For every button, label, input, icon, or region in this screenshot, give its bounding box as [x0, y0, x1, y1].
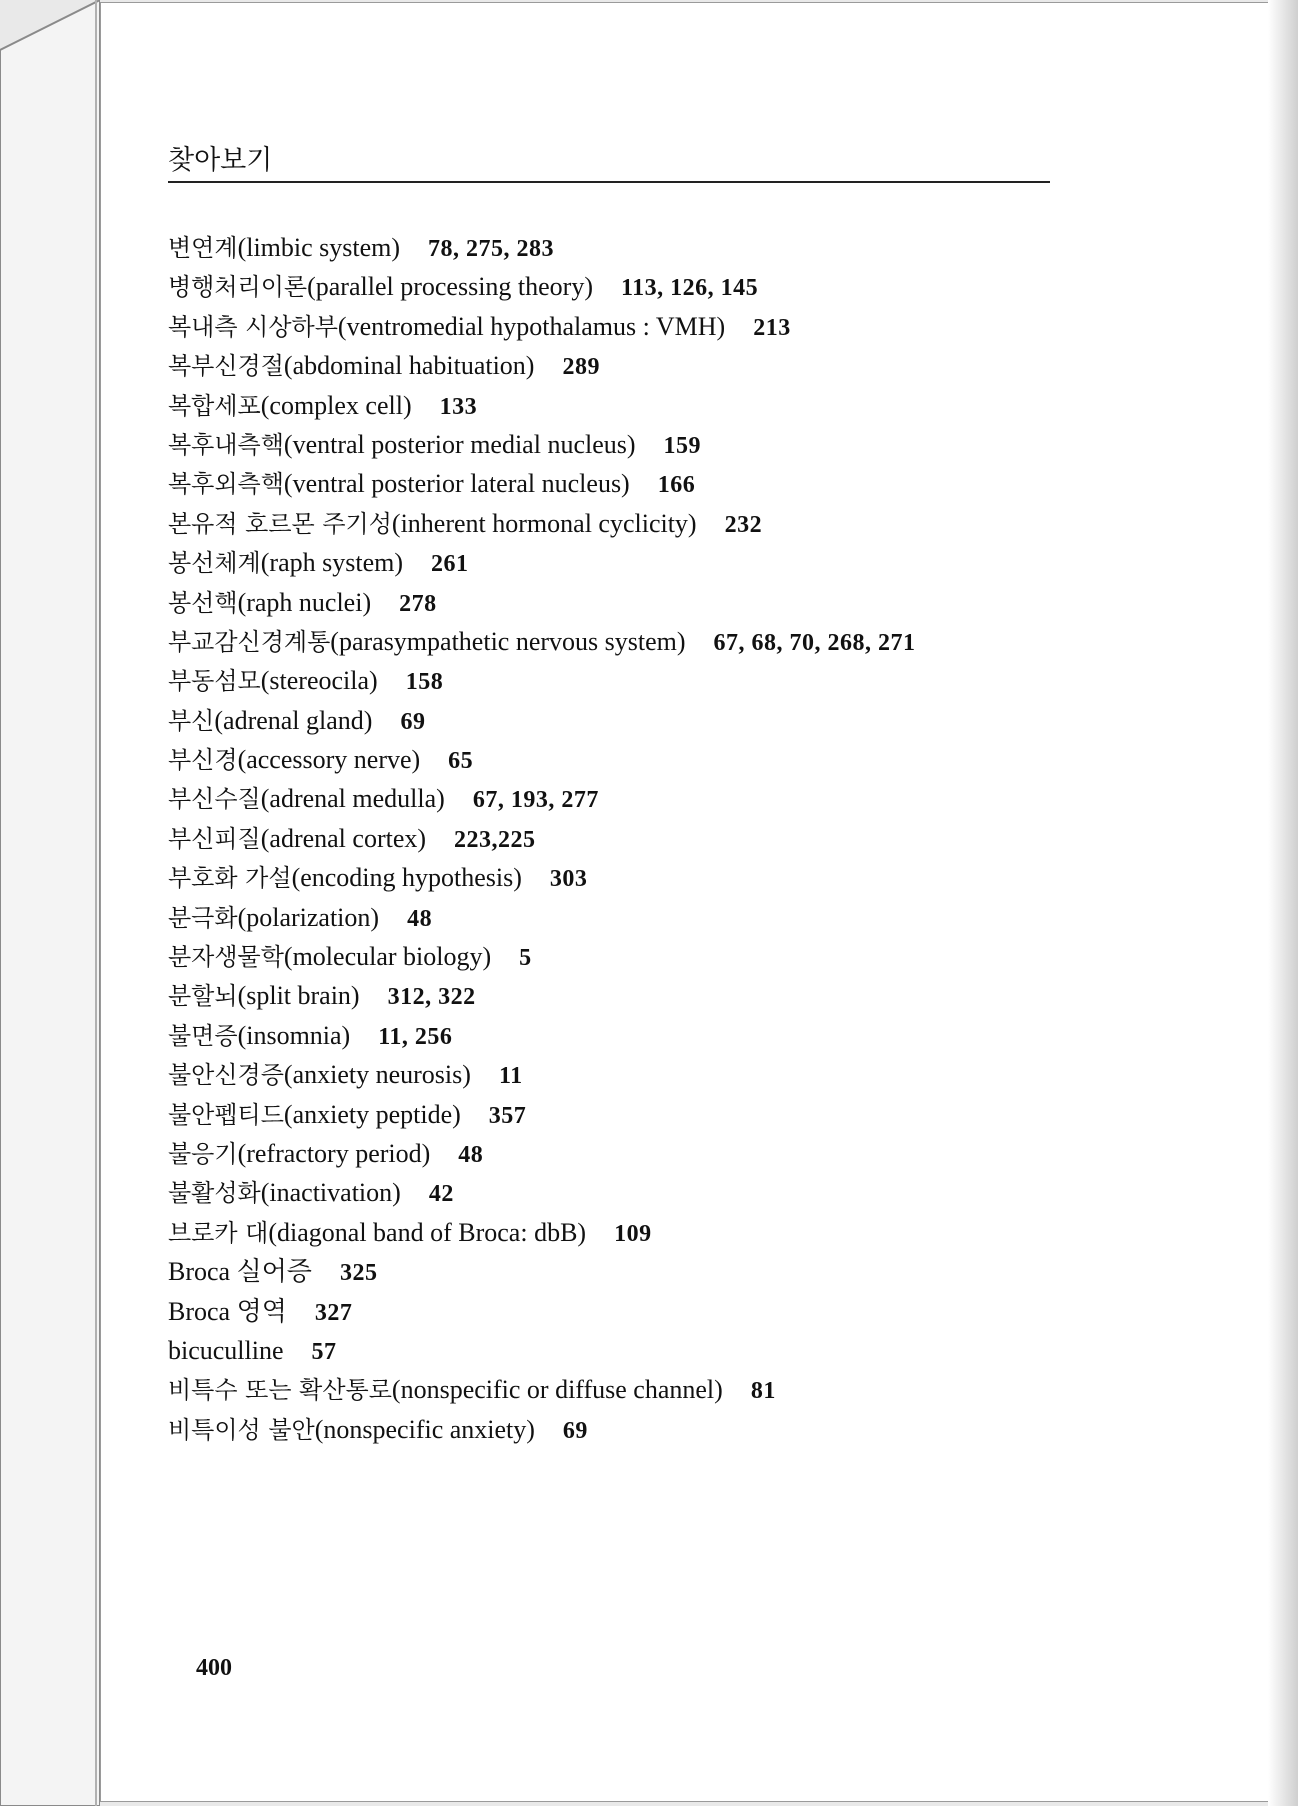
- entry-korean-term: 복후내측핵: [168, 430, 284, 459]
- entry-page-refs: 133: [439, 393, 478, 420]
- entry-page-refs: 325: [339, 1260, 378, 1287]
- entry-english-term: (ventral posterior lateral nucleus): [283, 469, 630, 499]
- entry-korean-term: 불활성화: [168, 1179, 261, 1208]
- index-entry: [168, 1134, 1168, 1173]
- entry-korean-term: 분극화: [168, 903, 238, 932]
- entry-page-refs: 158: [405, 669, 444, 696]
- entry-page-refs: 289: [562, 354, 600, 381]
- entry-page-refs: 303: [549, 866, 588, 893]
- index-entry: [168, 622, 1168, 661]
- index-entry: [168, 1292, 1168, 1331]
- index-entry: [168, 464, 1168, 503]
- entry-english-term: (diagonal band of Broca: dbB): [268, 1217, 587, 1247]
- entry-english-term: (polarization): [237, 902, 380, 932]
- index-entry: [168, 386, 1168, 425]
- index-entry: [168, 425, 1168, 464]
- entry-page-refs: 357: [488, 1102, 527, 1129]
- entry-page-refs: 166: [657, 472, 696, 499]
- index-entry: [168, 543, 1168, 582]
- entry-page-refs: 78, 275, 283: [428, 236, 555, 262]
- entry-english-term: (parallel processing theory): [307, 272, 593, 302]
- entry-page-refs: 11: [498, 1063, 523, 1090]
- entry-korean-term: 분할뇌: [168, 982, 238, 1011]
- entry-korean-term: 복후외측핵: [168, 470, 284, 499]
- entry-english-term: (parasympathetic nervous system): [330, 626, 686, 656]
- entry-korean-term: 불안펩티드: [168, 1100, 284, 1129]
- entry-page-refs: 67, 193, 277: [472, 787, 599, 814]
- index-entry: [168, 307, 1168, 346]
- index-entry: [168, 819, 1168, 858]
- entry-page-refs: 232: [724, 511, 763, 538]
- entry-korean-term: 불안신경증: [168, 1061, 284, 1090]
- entry-page-refs: 11, 256: [378, 1023, 453, 1050]
- index-entry: [168, 1252, 1168, 1291]
- section-title: 찾아보기: [168, 145, 273, 176]
- page-edge-shadow: [1268, 0, 1298, 1806]
- index-entry: [168, 976, 1168, 1015]
- index-entry: [168, 1213, 1168, 1252]
- entry-page-refs: 159: [663, 432, 702, 459]
- entry-korean-term: 부신피질: [168, 824, 261, 853]
- entry-english-term: (encoding hypothesis): [291, 863, 522, 893]
- entry-english-term: (stereocila): [260, 666, 378, 696]
- entry-korean-term: 본유적 호르몬 주기성: [168, 509, 392, 538]
- entry-korean-term: 부동섬모: [168, 667, 261, 696]
- entry-english-term: (raph nuclei): [237, 587, 372, 617]
- entry-page-refs: 109: [614, 1220, 652, 1247]
- entry-korean-term: 불면증: [168, 1021, 238, 1050]
- index-entry: [168, 740, 1168, 779]
- index-entry: [168, 701, 1168, 740]
- index-entry: [168, 1016, 1168, 1055]
- entry-english-term: (split brain): [237, 981, 360, 1011]
- index-entry: [168, 583, 1168, 622]
- entry-page-refs: 213: [753, 314, 791, 341]
- entry-page-refs: 48: [407, 905, 433, 932]
- entry-korean-term: 부신: [168, 706, 215, 735]
- entry-english-term: (raph system): [260, 548, 403, 578]
- entry-english-term: (insomnia): [237, 1020, 351, 1050]
- entry-english-term: (complex cell): [260, 390, 412, 420]
- entry-english-term: (adrenal cortex): [260, 823, 427, 853]
- index-entry: [168, 1095, 1168, 1134]
- entry-english-term: (nonspecific or diffuse channel): [391, 1375, 723, 1405]
- entry-korean-term: 브로카 대: [168, 1218, 269, 1247]
- index-entry: [168, 937, 1168, 976]
- entry-korean-term: 불응기: [168, 1139, 238, 1168]
- entry-page-refs: 113, 126, 145: [621, 275, 759, 302]
- entry-korean-term: 복부신경절: [168, 352, 284, 381]
- entry-page-refs: 261: [431, 551, 469, 578]
- entry-page-refs: 65: [448, 748, 474, 775]
- entry-page-refs: 69: [400, 708, 426, 735]
- entry-page-refs: 223,225: [454, 826, 536, 853]
- entry-page-refs: 81: [750, 1378, 776, 1405]
- entry-page-refs: 57: [311, 1338, 337, 1365]
- index-entry: [168, 346, 1168, 385]
- entry-page-refs: 312, 322: [387, 984, 476, 1011]
- entry-page-refs: 42: [428, 1181, 454, 1208]
- entry-page-refs: 69: [562, 1417, 588, 1444]
- entry-page-refs: 67, 68, 70, 268, 271: [713, 629, 916, 656]
- entry-english-term: (anxiety neurosis): [283, 1060, 471, 1090]
- title-rule: [168, 181, 1050, 183]
- entry-korean-term: 복내측 시상하부: [168, 312, 338, 341]
- entry-page-refs: 48: [458, 1141, 484, 1168]
- index-entry: [168, 779, 1168, 818]
- index-entry: [168, 1331, 1168, 1370]
- entry-english-term: (limbic system): [237, 233, 401, 262]
- entry-korean-term: 병행처리이론: [168, 273, 308, 302]
- entry-korean-term: 부호화 가설: [168, 864, 292, 893]
- index-entry: [168, 267, 1168, 306]
- entry-korean-term: 분자생물학: [168, 943, 284, 972]
- index-entry: [168, 1410, 1168, 1449]
- entry-korean-term: 복합세포: [168, 391, 261, 420]
- entry-english-term: Broca 실어증: [168, 1257, 312, 1287]
- entry-english-term: bicuculline: [168, 1335, 284, 1365]
- entry-english-term: (molecular biology): [283, 942, 492, 972]
- entry-korean-term: 비특수 또는 확산통로: [168, 1376, 392, 1405]
- entry-korean-term: 봉선핵: [168, 588, 238, 617]
- index-entry: [168, 898, 1168, 937]
- entry-page-refs: 327: [314, 1299, 353, 1326]
- index-entry: [168, 228, 1168, 267]
- index-entry: [168, 504, 1168, 543]
- entry-korean-term: 부신경: [168, 746, 238, 775]
- entry-english-term: (ventral posterior medial nucleus): [283, 429, 636, 459]
- index-entry: [168, 661, 1168, 700]
- index-entry: [168, 1370, 1168, 1409]
- entry-english-term: (ventromedial hypothalamus : VMH): [337, 311, 726, 341]
- entry-english-term: (adrenal gland): [214, 705, 373, 735]
- entry-english-term: (accessory nerve): [237, 745, 421, 775]
- entry-korean-term: 비특이성 불안: [168, 1415, 315, 1444]
- entry-english-term: (nonspecific anxiety): [314, 1414, 535, 1444]
- book-side-edge: [0, 0, 100, 1806]
- entry-korean-term: 부신수질: [168, 785, 261, 814]
- entry-english-term: (inherent hormonal cyclicity): [391, 508, 697, 538]
- index-entry: [168, 1173, 1168, 1212]
- entry-page-refs: 5: [519, 945, 532, 972]
- entry-english-term: (adrenal medulla): [260, 784, 445, 814]
- page-number: 400: [196, 1655, 232, 1681]
- index-entry: [168, 1055, 1168, 1094]
- index-entry-list: [168, 228, 1168, 1449]
- entry-page-refs: 278: [399, 590, 437, 617]
- index-entry: [168, 858, 1168, 897]
- entry-english-term: (inactivation): [260, 1178, 401, 1208]
- entry-english-term: (refractory period): [237, 1138, 431, 1168]
- entry-english-term: Broca 영역: [168, 1296, 287, 1326]
- entry-korean-term: 부교감신경계통: [168, 627, 331, 656]
- entry-english-term: (anxiety peptide): [283, 1099, 461, 1129]
- entry-korean-term: 봉선체계: [168, 549, 261, 578]
- entry-english-term: (abdominal habituation): [283, 351, 535, 381]
- entry-korean-term: 변연계: [168, 234, 238, 262]
